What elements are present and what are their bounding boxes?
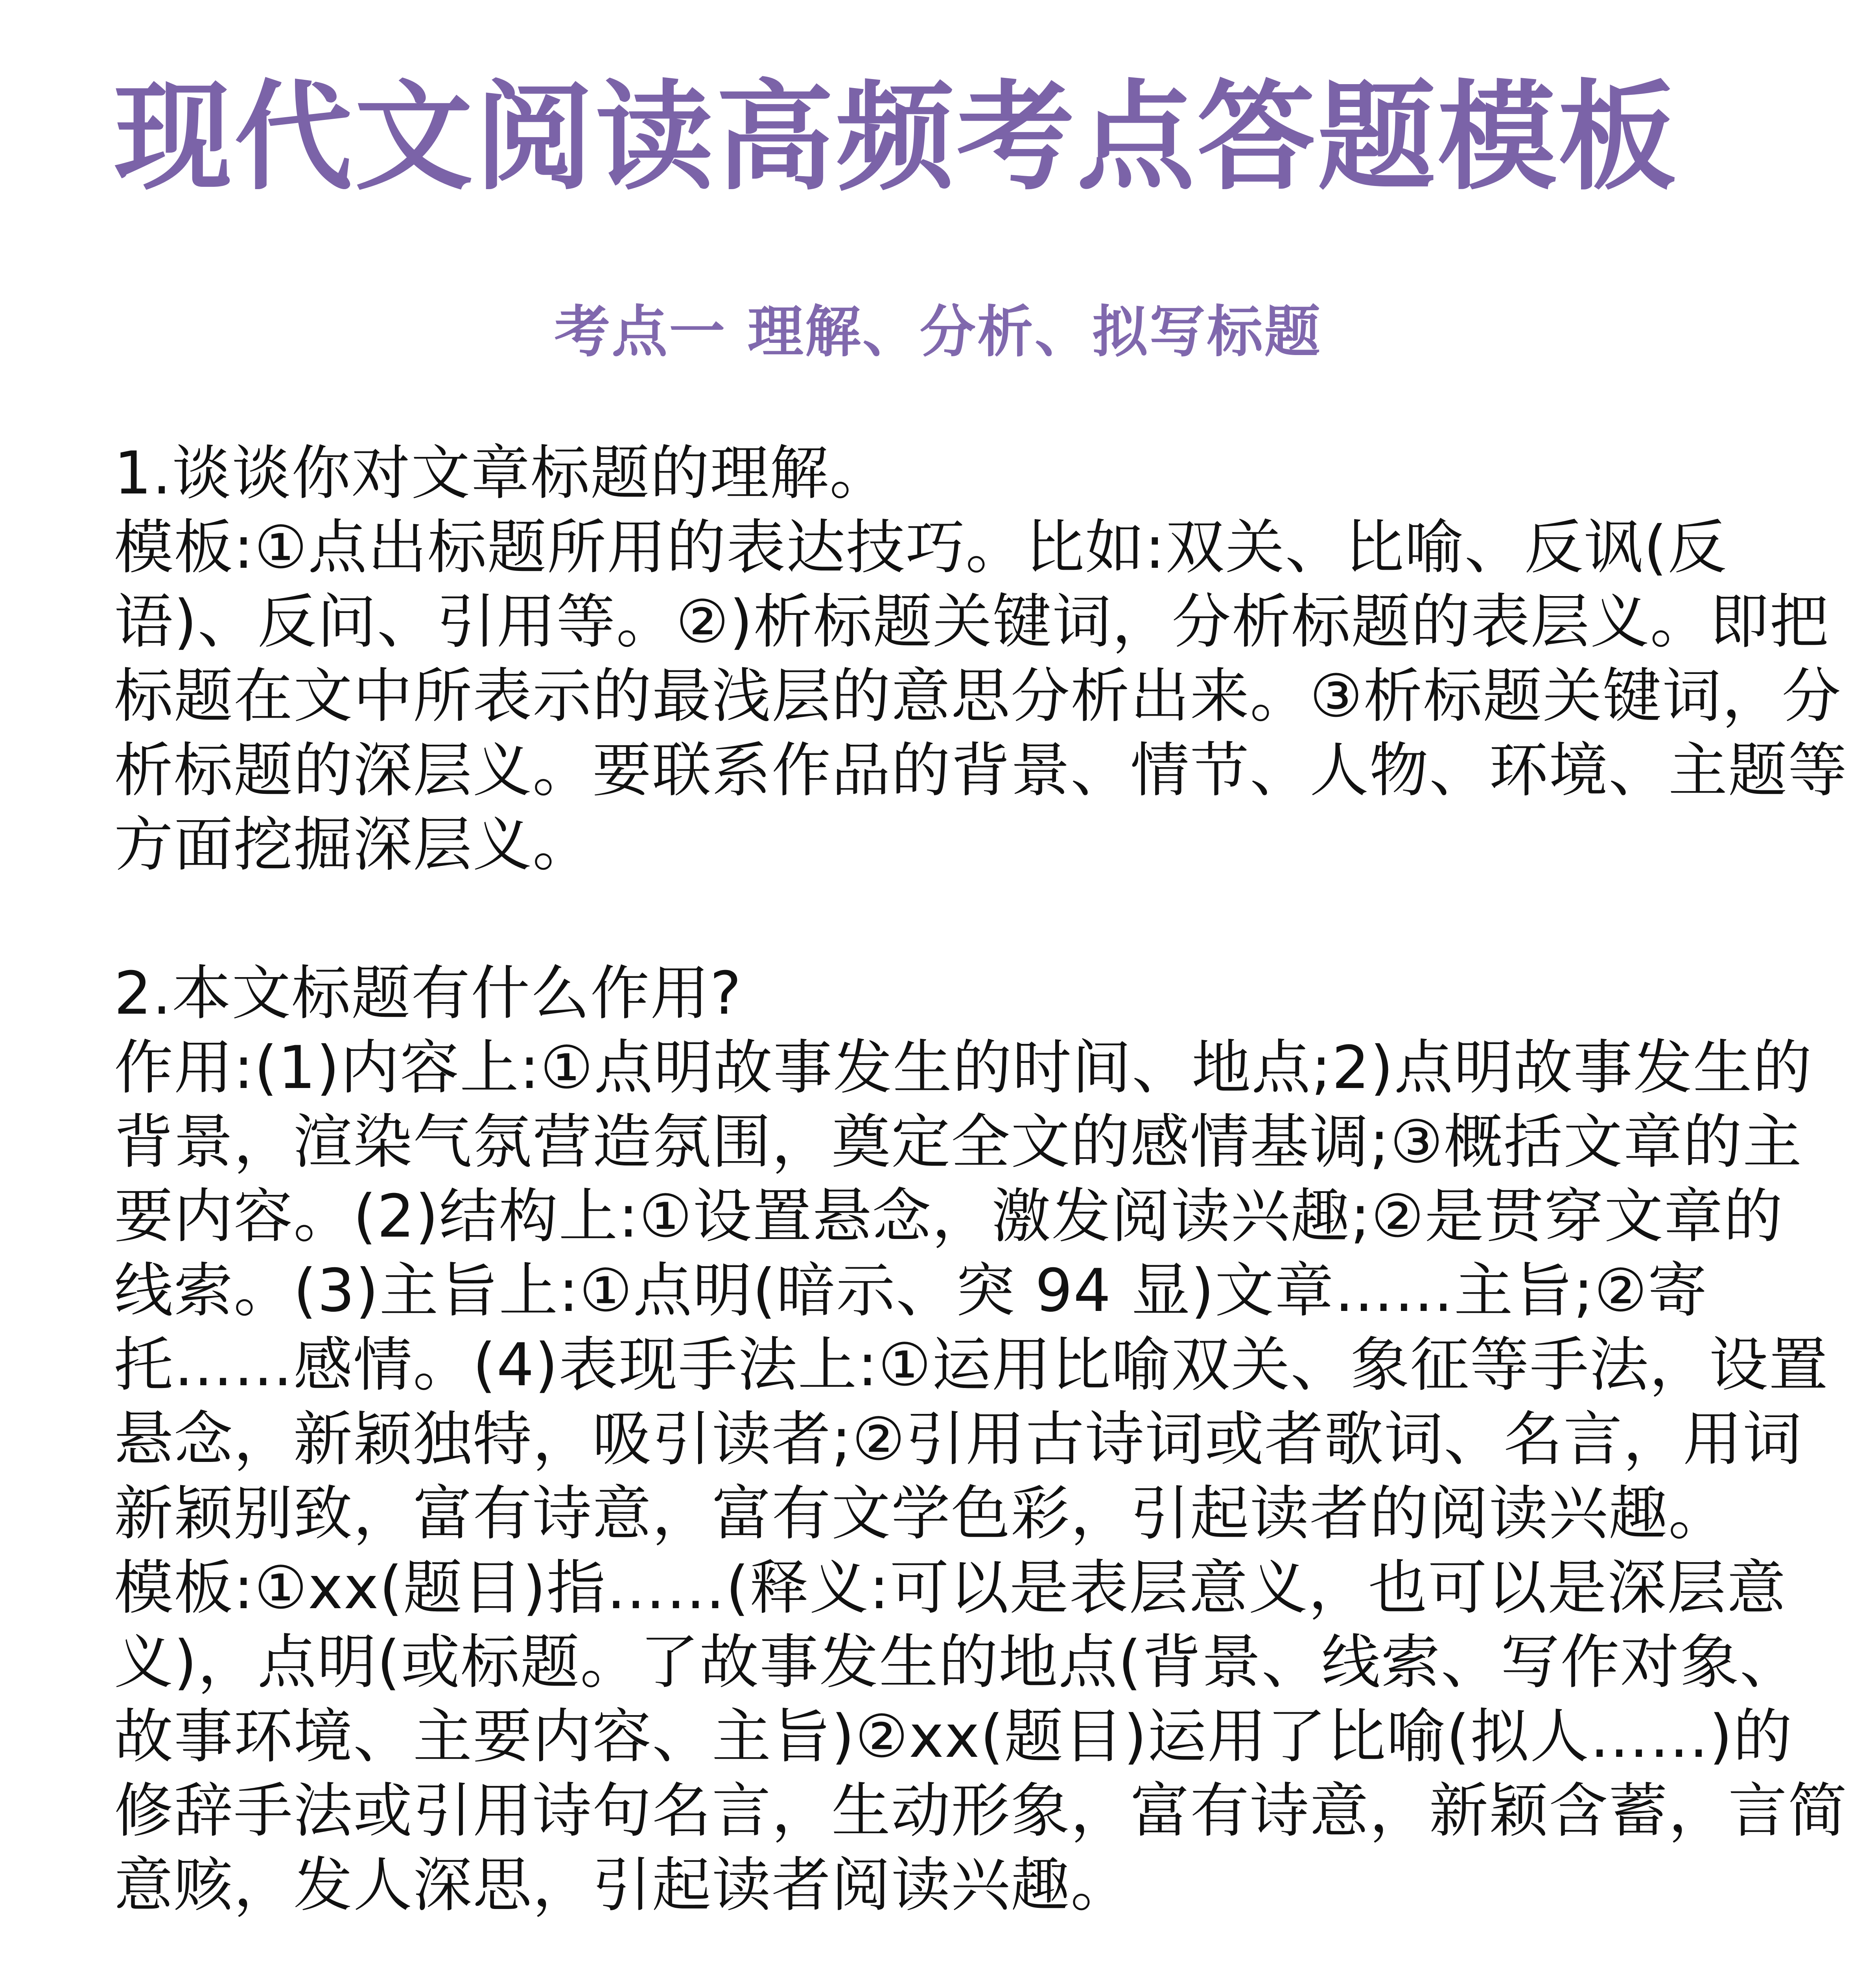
question-2-title: 2.本文标题有什么作用? xyxy=(114,959,742,1028)
text-line: 模板:①点出标题所用的表达技巧。比如:双关、比喻、反讽(反 xyxy=(114,514,1728,582)
text-line: 托……感情。(4)表现手法上:①运用比喻双关、象征等手法，设置 xyxy=(114,1331,1829,1399)
content-body xyxy=(114,436,1848,1966)
text-line: 要内容。(2)结构上:①设置悬念，激发阅读兴趣;②是贯穿文章的 xyxy=(114,1182,1784,1251)
section-heading: 考点一 理解、分析、拟写标题 xyxy=(554,300,1322,364)
text-line: 线索。(3)主旨上:①点明(暗示、突 94 显)文章……主旨;②寄 xyxy=(114,1257,1708,1325)
question-block-2 xyxy=(114,957,1848,1923)
text-line: 语)、反问、引用等。②)析标题关键词，分析标题的表层义。即把 xyxy=(114,588,1830,656)
question-block-1 xyxy=(114,436,1848,882)
text-line: 故事环境、主要内容、主旨)②xx(题目)运用了比喻(拟人……)的 xyxy=(114,1703,1793,1771)
text-line: 修辞手法或引用诗句名言，生动形象，富有诗意，新颖含蓄，言简 xyxy=(114,1777,1848,1845)
question-1-title: 1.谈谈你对文章标题的理解。 xyxy=(114,439,890,508)
page-title: 现代文阅读高频考点答题模板 xyxy=(114,69,1679,206)
text-line: 方面挖掘深层义。 xyxy=(114,811,593,879)
text-line: 新颖别致，富有诗意，富有文学色彩，引起读者的阅读兴趣。 xyxy=(114,1480,1729,1548)
text-line: 义)，点明(或标题。了故事发生的地点(背景、线索、写作对象、 xyxy=(114,1628,1800,1697)
text-line: 背景，渲染气氛营造氛围，奠定全文的感情基调;③概括文章的主 xyxy=(114,1108,1803,1176)
text-line: 标题在文中所表示的最浅层的意思分析出来。③析标题关键词，分 xyxy=(114,662,1842,731)
text-line: 析标题的深层义。要联系作品的背景、情节、人物、环境、主题等 xyxy=(114,736,1848,805)
text-line: 模板:①xx(题目)指……(释义:可以是表层意义，也可以是深层意 xyxy=(114,1554,1787,1622)
text-line: 悬念，新颖独特，吸引读者;②引用古诗词或者歌词、名言，用词 xyxy=(114,1405,1803,1474)
text-line: 作用:(1)内容上:①点明故事发生的时间、地点;2)点明故事发生的 xyxy=(114,1034,1813,1102)
text-line: 意赅，发人深思，引起读者阅读兴趣。 xyxy=(114,1851,1131,1920)
